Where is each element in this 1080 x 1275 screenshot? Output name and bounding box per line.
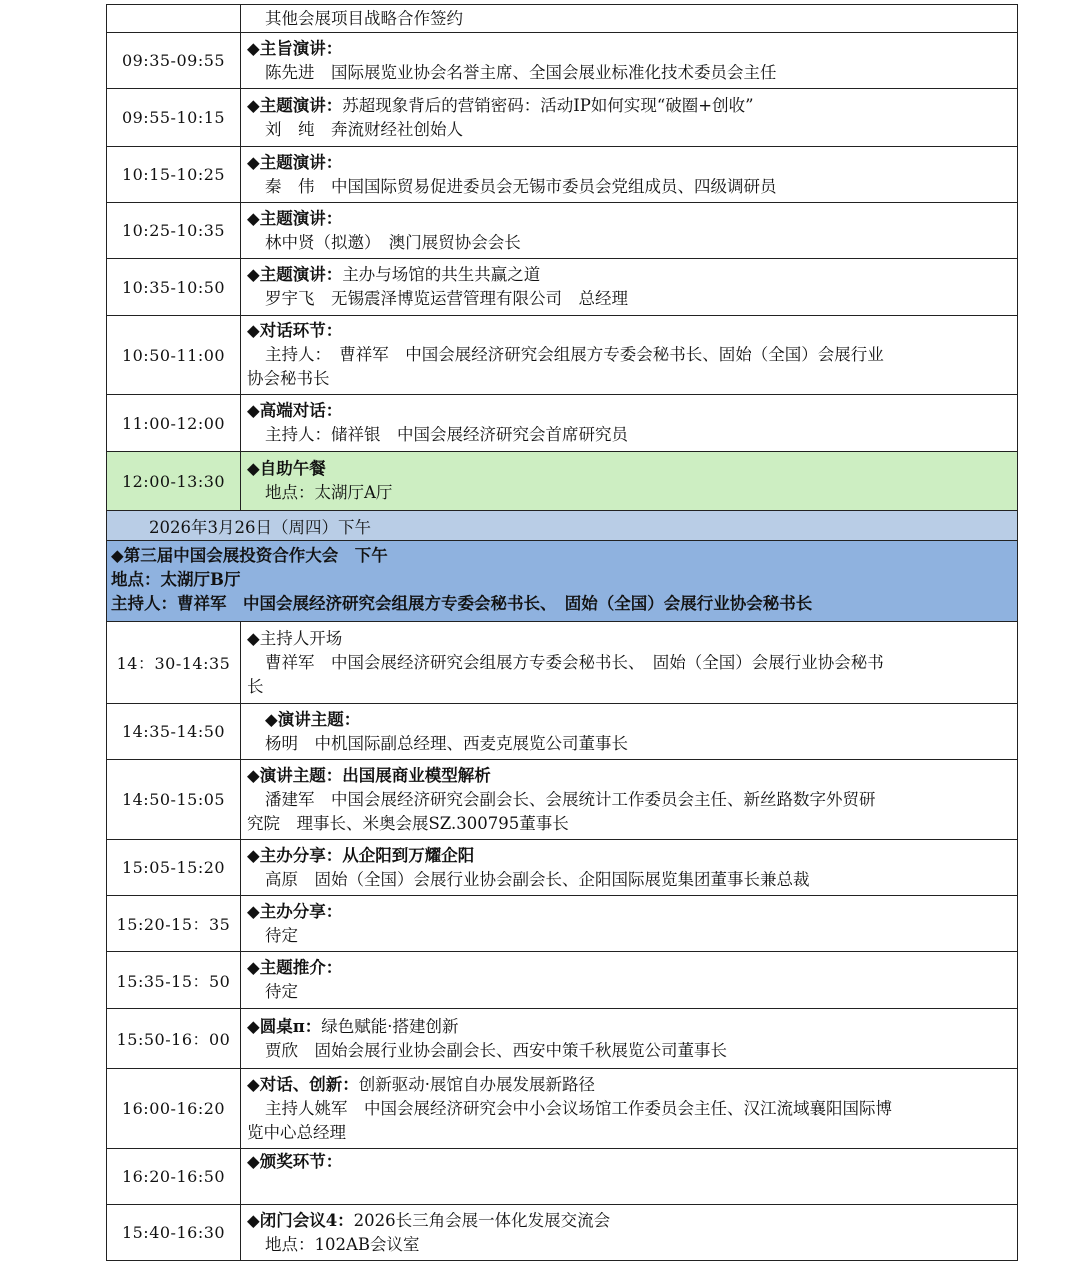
time-cell: 12:00-13:30	[107, 452, 241, 511]
table-row	[107, 89, 1018, 147]
agenda-line: 协会秘书长	[247, 369, 330, 388]
time-cell: 10:35-10:50	[107, 259, 241, 316]
agenda-line: 地点：102AB会议室	[265, 1234, 420, 1254]
table-row	[107, 452, 1018, 511]
time-cell: 14:50-15:05	[107, 760, 241, 840]
agenda-line: 罗宇飞 无锡震泽博览运营管理有限公司 总经理	[265, 289, 628, 308]
time-cell: 14：30-14:35	[107, 622, 241, 704]
table-row	[107, 147, 1018, 203]
agenda-heading: ◆演讲主题：出国展商业模型解析	[247, 765, 491, 785]
time-cell: 09:55-10:15	[107, 89, 241, 147]
time-cell: 16:20-16:50	[107, 1149, 241, 1205]
agenda-cell	[241, 1149, 1018, 1205]
table-row	[107, 203, 1018, 259]
agenda-cell	[241, 840, 1018, 896]
table-row	[107, 896, 1018, 952]
agenda-cell	[241, 147, 1018, 203]
time-cell: 10:25-10:35	[107, 203, 241, 259]
agenda-heading: ◆主办分享：	[247, 901, 343, 921]
session-header	[107, 541, 1018, 622]
agenda-cell	[241, 395, 1018, 452]
agenda-cell	[241, 622, 1018, 704]
agenda-line: 潘建军 中国会展经济研究会副会长、会展统计工作委员会主任、新丝路数字外贸研	[265, 789, 876, 809]
time-cell: 14:35-14:50	[107, 704, 241, 760]
agenda-heading: ◆主题演讲：	[247, 265, 343, 284]
time-cell: 15:50-16：00	[107, 1009, 241, 1069]
agenda-topic: 主办与场馆的共生共赢之道	[342, 265, 541, 284]
agenda-heading: ◆演讲主题：	[265, 709, 361, 729]
agenda-line: 主持人：储祥银 中国会展经济研究会首席研究员	[265, 425, 628, 444]
time-cell: 15:20-15：35	[107, 896, 241, 952]
date-bar-row	[107, 511, 1018, 541]
agenda-line: 杨明 中机国际副总经理、西麦克展览公司董事长	[265, 733, 628, 753]
time-cell: 09:35-09:55	[107, 33, 241, 89]
agenda-heading: ◆主旨演讲：	[247, 38, 343, 58]
session-venue: 地点：太湖厅B厅	[111, 570, 241, 589]
time-cell: 16:00-16:20	[107, 1069, 241, 1149]
agenda-line: 长	[247, 676, 264, 696]
agenda-line: 待定	[265, 925, 298, 945]
agenda-cell	[241, 89, 1018, 147]
agenda-heading: ◆圆桌π：	[247, 1016, 322, 1036]
agenda-heading: ◆自助午餐	[247, 459, 326, 478]
table-row	[107, 5, 1018, 33]
table-row	[107, 1149, 1018, 1205]
agenda-line: 待定	[265, 982, 298, 1001]
agenda-line: 其他会展项目战略合作签约	[265, 8, 463, 28]
agenda-heading: ◆对话环节：	[247, 321, 343, 340]
agenda-topic: 创新驱动·展馆自办展发展新路径	[358, 1074, 595, 1094]
table-row	[107, 1205, 1018, 1261]
table-row	[107, 952, 1018, 1009]
time-cell: 15:40-16:30	[107, 1205, 241, 1261]
agenda-heading: ◆闭门会议4：	[247, 1210, 354, 1230]
time-cell: 11:00-12:00	[107, 395, 241, 452]
agenda-cell	[241, 760, 1018, 840]
table-row	[107, 395, 1018, 452]
agenda-line: 曹祥军 中国会展经济研究会组展方专委会秘书长、 固始（全国）会展行业协会秘书	[265, 652, 884, 672]
agenda-heading: ◆高端对话：	[247, 401, 343, 420]
agenda-cell	[241, 33, 1018, 89]
session-header-row	[107, 541, 1018, 622]
agenda-cell	[241, 5, 1018, 33]
agenda-line: 究院 理事长、米奥会展SZ.300795董事长	[247, 813, 569, 833]
agenda-line: 秦 伟 中国国际贸易促进委员会无锡市委员会党组成员、四级调研员	[265, 176, 777, 196]
time-cell: 15:35-15：50	[107, 952, 241, 1009]
session-host: 主持人：曹祥军 中国会展经济研究会组展方专委会秘书长、 固始（全国）会展行业协会秘书长	[111, 594, 813, 613]
agenda-cell	[241, 203, 1018, 259]
table-row	[107, 760, 1018, 840]
agenda-cell	[241, 1205, 1018, 1261]
agenda-heading: ◆对话、创新：	[247, 1074, 359, 1094]
agenda-heading: ◆主题演讲：	[247, 152, 343, 172]
table-row	[107, 704, 1018, 760]
agenda-line: 主持人： 曹祥军 中国会展经济研究会组展方专委会秘书长、固始（全国）会展行业	[265, 345, 884, 364]
schedule-table	[106, 4, 1018, 1261]
agenda-topic: ◆主持人开场	[247, 628, 343, 648]
agenda-cell	[241, 452, 1018, 511]
agenda-cell	[241, 316, 1018, 395]
agenda-topic: 2026长三角会展一体化发展交流会	[353, 1210, 611, 1230]
agenda-line: 陈先进 国际展览业协会名誉主席、全国会展业标准化技术委员会主任	[265, 62, 777, 82]
agenda-cell	[241, 704, 1018, 760]
time-cell	[107, 5, 241, 33]
agenda-line: 林中贤（拟邀） 澳门展贸协会会长	[265, 232, 521, 252]
date-bar: 2026年3月26日（周四）下午	[107, 511, 1018, 541]
agenda-line: 贾欣 固始会展行业协会副会长、西安中策千秋展览公司董事长	[265, 1040, 727, 1060]
table-row	[107, 1009, 1018, 1069]
agenda-line: 主持人姚军 中国会展经济研究会中小会议场馆工作委员会主任、汉江流域襄阳国际博	[265, 1098, 892, 1118]
agenda-cell	[241, 952, 1018, 1009]
agenda-topic: 绿色赋能·搭建创新	[321, 1016, 459, 1036]
agenda-topic: 苏超现象背后的营销密码：活动IP如何实现“破圈+创收”	[342, 95, 754, 115]
agenda-heading: ◆主题演讲：	[247, 95, 343, 115]
agenda-cell	[241, 259, 1018, 316]
table-row	[107, 259, 1018, 316]
time-cell: 10:15-10:25	[107, 147, 241, 203]
table-row	[107, 316, 1018, 395]
agenda-heading: ◆颁奖环节：	[247, 1152, 343, 1171]
agenda-cell	[241, 1009, 1018, 1069]
table-row	[107, 33, 1018, 89]
agenda-cell	[241, 896, 1018, 952]
table-row	[107, 1069, 1018, 1149]
table-row	[107, 622, 1018, 704]
agenda-line: 地点：太湖厅A厅	[265, 483, 393, 502]
time-cell: 15:05-15:20	[107, 840, 241, 896]
agenda-cell	[241, 1069, 1018, 1149]
agenda-heading: ◆主题演讲：	[247, 208, 343, 228]
agenda-heading: ◆主题推介：	[247, 958, 343, 977]
session-title: ◆第三届中国会展投资合作大会 下午	[111, 546, 388, 565]
time-cell: 10:50-11:00	[107, 316, 241, 395]
agenda-heading: ◆主办分享：从企阳到万耀企阳	[247, 845, 475, 865]
agenda-line: 高原 固始（全国）会展行业协会副会长、企阳国际展览集团董事长兼总裁	[265, 869, 810, 889]
agenda-line: 刘 纯 奔流财经社创始人	[265, 119, 463, 139]
agenda-line: 览中心总经理	[247, 1122, 346, 1142]
table-row	[107, 840, 1018, 896]
